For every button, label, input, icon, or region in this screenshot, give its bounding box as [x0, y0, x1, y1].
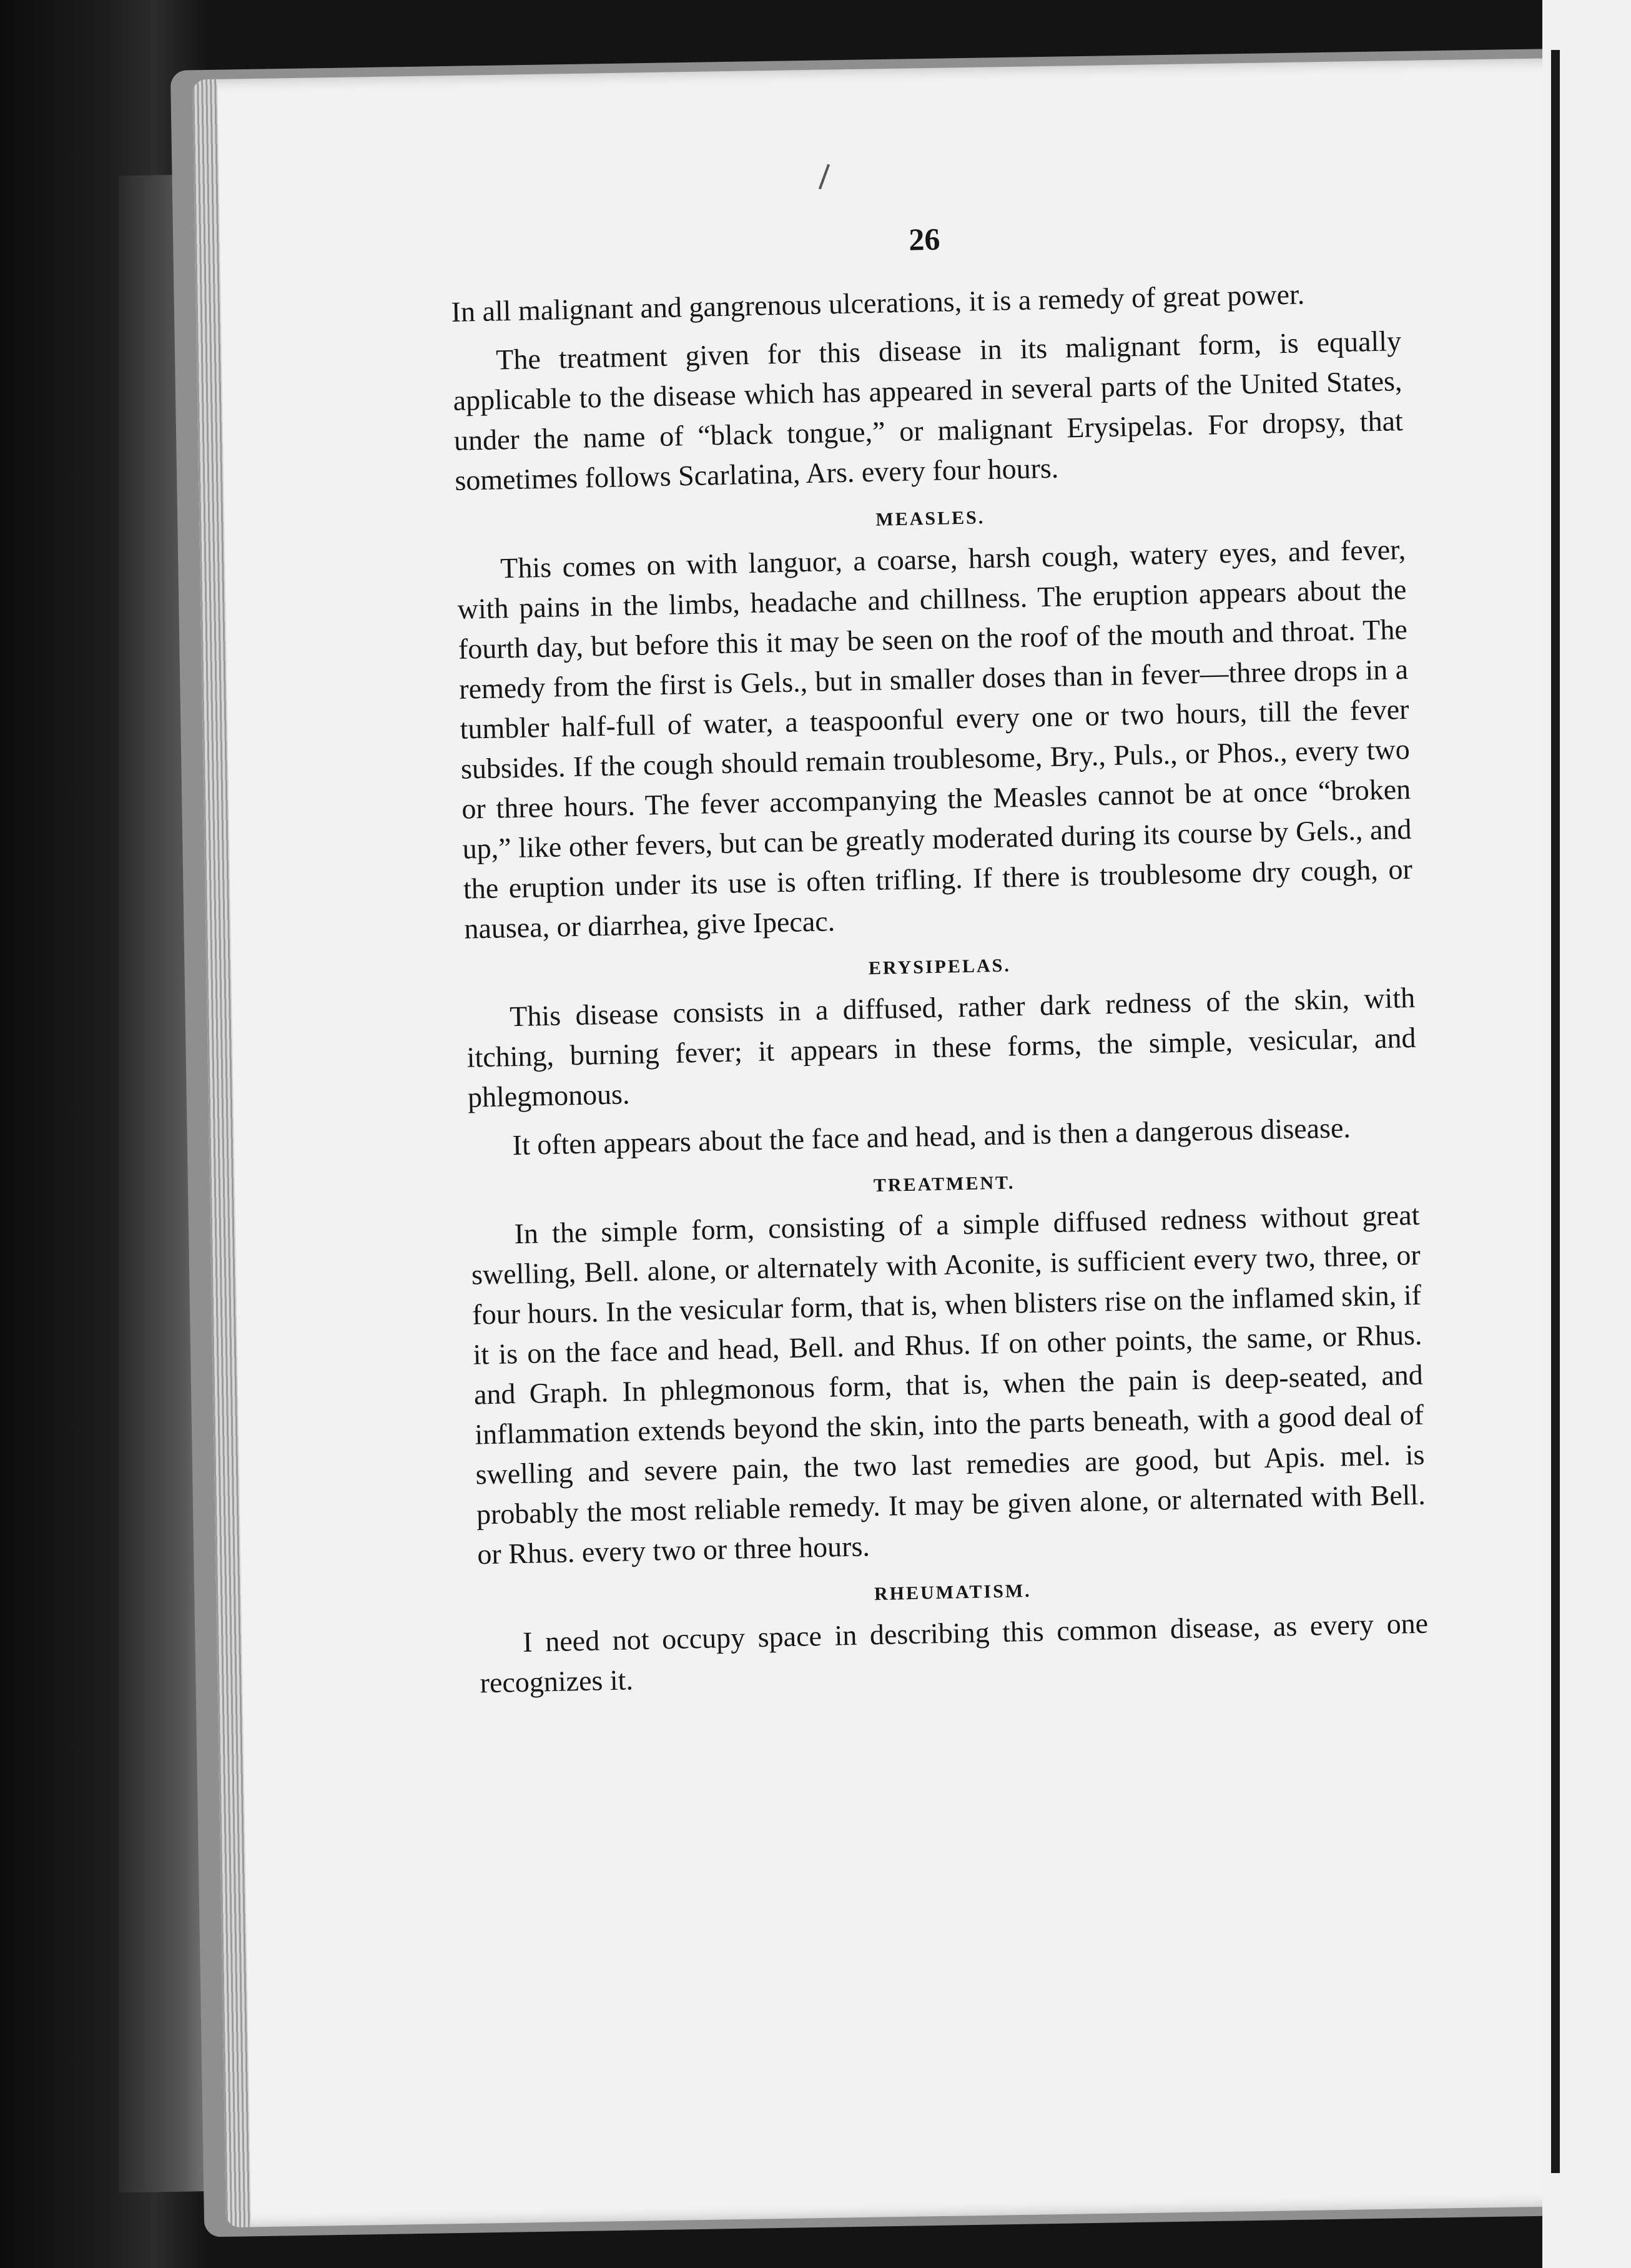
page-number: 26 [908, 221, 941, 257]
section-heading: MEASLES. [875, 507, 985, 530]
paragraph: In all malignant and gangrenous ulcerations, it is a remedy of great power. [451, 278, 1305, 328]
facing-page-edge [1542, 0, 1631, 2268]
facing-page-shadow [1551, 50, 1560, 2173]
paragraph: This comes on with languor, a coarse, harsh cough, watery eyes, and fever, with pains in the limbs, headache and chillness. The eruption appears about the fourth day, but before this it may be seen on the roof of the mouth and throat. The remedy from the first is Gels., but in smaller doses than in fever—three drops in a tumbler half-full of water, a teaspoonful every one or two hours, till the fever subsides. If the cough should remain troublesome, Bry., Puls., or Phos., every two or three hours. The fever accompanying the Measles cannot be at once “broken up,” like other fevers, but can be greatly moderated during its course by Gels., and the eruption under its use is often trifling. If there is troublesome dry cough, or nausea, or diarrhea, give Ipecac. [457, 533, 1413, 945]
page-content [450, 211, 1429, 1712]
text-body [451, 272, 1429, 1703]
paragraph: In the simple form, consisting of a simple diffused redness without great swelling, Bell. alone, or alternately with Aconite, is sufficient every two, three, or four hours. In the vesicular form, that is, when blisters rise on the inflamed skin, if it is on the face and head, Bell. and Rhus. If on other points, the same, or Rhus. and Graph. In phlegmonous form, that is, when the pain is deep-seated, and inflammation extends beyond the skin, into the parts beneath, with a good deal of swelling and severe pain, the two last remedies are good, but Apis. mel. is probably the most reliable remedy. It may be given alone, or alternated with Bell. or Rhus. every two or three hours. [471, 1198, 1426, 1570]
paragraph: The treatment given for this disease in its malignant form, is equally applicable to the disease which has appeared in several parts of the United States, under the name of “black tongue,” or malignant Erysipelas. For dropsy, that sometimes follows Scarlatina, Ars. every four hours. [453, 325, 1404, 496]
paragraph: It often appears about the face and head, and is then a dangerous disease. [512, 1112, 1351, 1161]
section-heading: RHEUMATISM. [874, 1580, 1032, 1605]
section-heading: TREATMENT. [873, 1172, 1015, 1196]
section-heading: ERYSIPELAS. [868, 955, 1012, 979]
paragraph: I need not occupy space in describing this common disease, as every one recognizes it. [480, 1607, 1429, 1699]
paragraph: This disease consists in a diffused, rather dark redness of the skin, with itching, burning fever; it appears in these forms, the simple, vesicular, and phlegmonous. [466, 981, 1416, 1113]
